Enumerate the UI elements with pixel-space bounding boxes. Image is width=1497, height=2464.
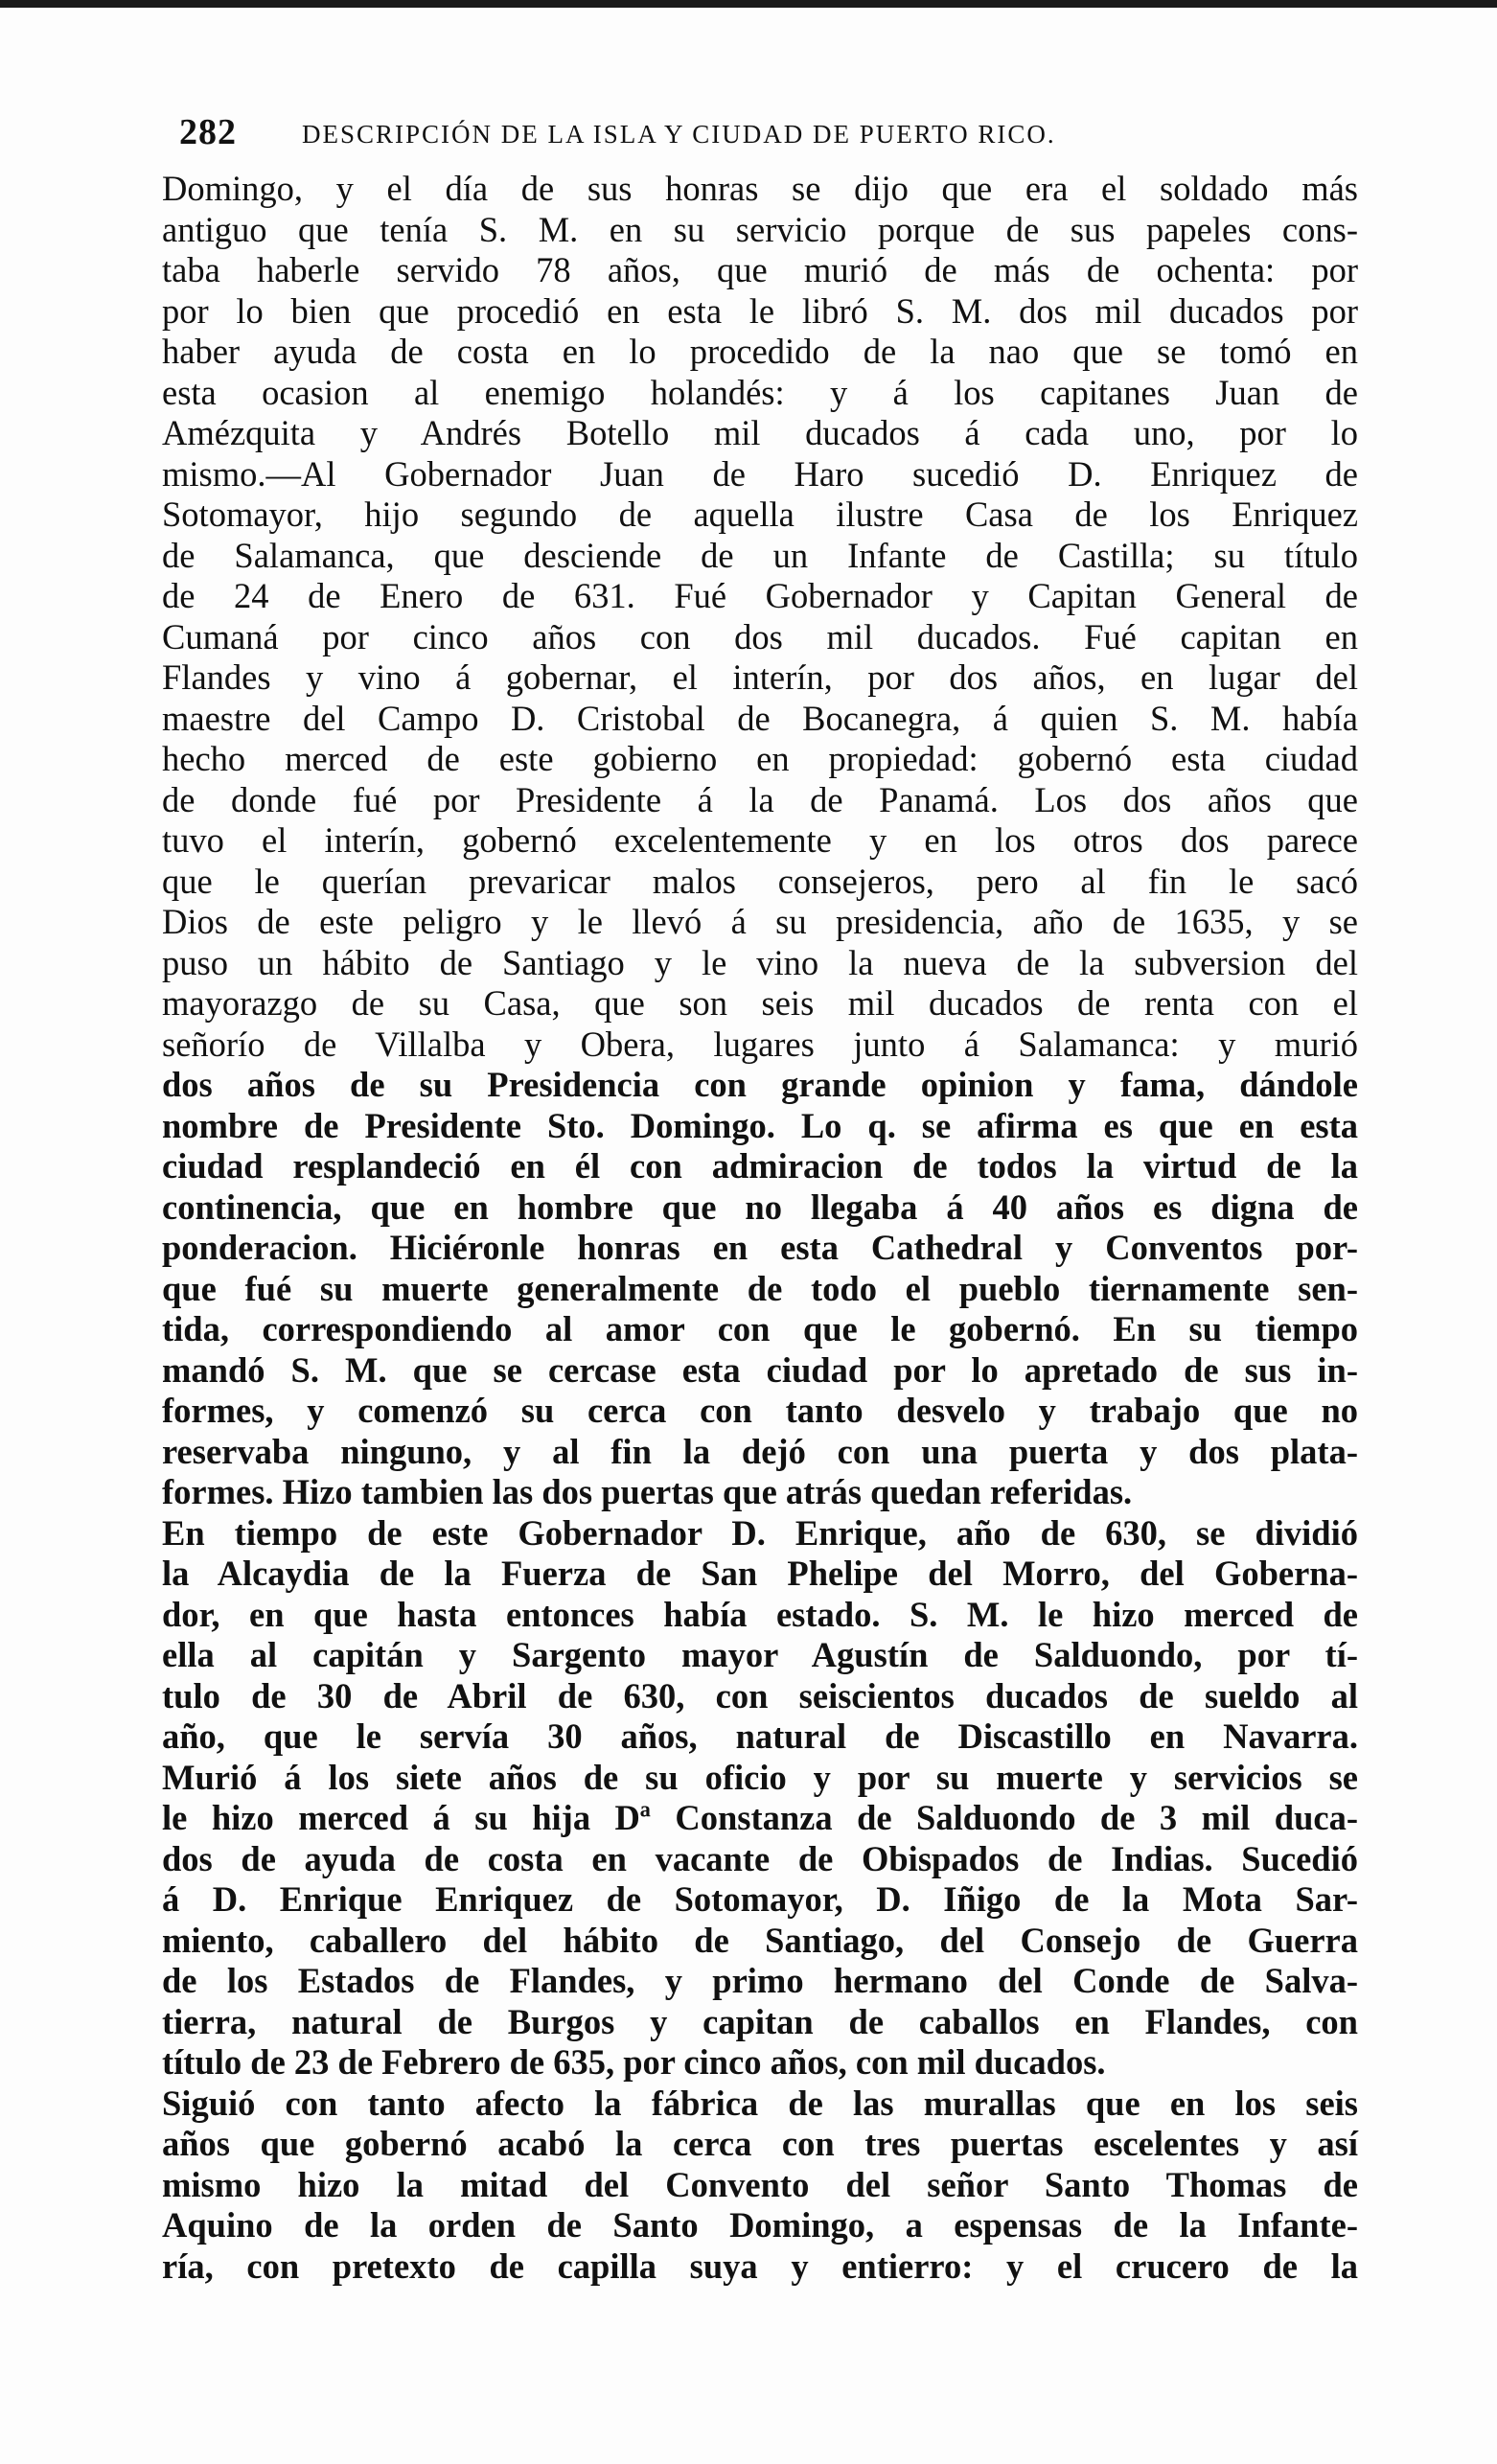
text-line: ciudad resplandeció en él con admiracion de todos la virtud de la (162, 1146, 1358, 1186)
text-line: tuvo el interín, gobernó excelentemente y en los otros dos parece (162, 820, 1358, 860)
text-line: le hizo merced á su hija Dª Constanza de Salduondo de 3 mil duca- (162, 1798, 1358, 1837)
text-line: hecho merced de este gobierno en propiedad: gobernó esta ciudad (162, 739, 1358, 778)
text-line: mandó S. M. que se cercase esta ciudad por lo apretado de sus in- (162, 1349, 1358, 1390)
text-line: miento, caballero del hábito de Santiago, del Consejo de Guerra (162, 1920, 1358, 1960)
top-border-rule (0, 0, 1497, 8)
text-line: de Salamanca, que desciende de un Infante de Castilla; su título (162, 535, 1358, 575)
text-line: esta ocasion al enemigo holandés: y á los capitanes Juan de (162, 372, 1358, 412)
text-line: título de 23 de Febrero de 635, por cinco años, con mil ducados. (162, 2042, 1106, 2082)
page-number: 282 (179, 112, 237, 152)
text-line: la Alcaydia de la Fuerza de San Phelipe del Morro, del Goberna- (162, 1554, 1358, 1593)
text-line: tierra, natural de Burgos y capitan de caballos en Flandes, con (162, 2001, 1358, 2041)
text-line: á D. Enrique Enriquez de Sotomayor, D. Iñigo de la Mota Sar- (162, 1879, 1358, 1919)
text-line: por lo bien que procedió en esta le libró S. M. dos mil ducados por (162, 290, 1358, 331)
text-line: Flandes y vino á gobernar, el interín, por dos años, en lugar del (162, 657, 1358, 697)
text-line: Sotomayor, hijo segundo de aquella ilustre Casa de los Enriquez (162, 495, 1358, 534)
text-line: Murió á los siete años de su oficio y por su muerte y servicios se (162, 1757, 1358, 1797)
text-line: En tiempo de este Gobernador D. Enrique, año de 630, se dividió (162, 1512, 1358, 1553)
text-line: Amézquita y Andrés Botello mil ducados á cada uno, por lo (162, 413, 1358, 452)
running-head (179, 104, 1358, 161)
text-line: Aquino de la orden de Santo Domingo, a espensas de la Infante- (162, 2205, 1358, 2245)
text-line: que le querían prevaricar malos consejeros, pero al fin le sacó (162, 861, 1358, 901)
text-line: ría, con pretexto de capilla suya y entierro: y el crucero de la (162, 2245, 1358, 2286)
text-line: taba haberle servido 78 años, que murió de más de ochenta: por (162, 250, 1358, 289)
text-line: de los Estados de Flandes, y primo hermano del Conde de Salva- (162, 1961, 1358, 2000)
text-line: mismo hizo la mitad del Convento del señor Santo Thomas de (162, 2164, 1358, 2204)
text-line: que fué su muerte generalmente de todo el pueblo tiernamente sen- (162, 1268, 1358, 1308)
text-line: antiguo que tenía S. M. en su servicio porque de sus papeles cons- (162, 209, 1358, 249)
text-line: señorío de Villalba y Obera, lugares junto á Salamanca: y murió (162, 1024, 1358, 1064)
text-line: Siguió con tanto afecto la fábrica de las murallas que en los seis (162, 2083, 1358, 2123)
text-line: formes, y comenzó su cerca con tanto desvelo y trabajo que no (162, 1391, 1358, 1430)
text-line: maestre del Campo D. Cristobal de Bocanegra, á quien S. M. había (162, 698, 1358, 738)
text-line: tulo de 30 de Abril de 630, con seiscientos ducados de sueldo al (162, 1675, 1358, 1716)
running-title: DESCRIPCIÓN DE LA ISLA Y CIUDAD DE PUERTO RICO. (302, 120, 1056, 149)
text-line: años que gobernó acabó la cerca con tres puertas escelentes y así (162, 2124, 1358, 2163)
text-line: Domingo, y el día de sus honras se dijo que era el soldado más (162, 169, 1358, 208)
text-line: dos años de su Presidencia con grande opinion y fama, dándole (162, 1065, 1358, 1104)
text-line: nombre de Presidente Sto. Domingo. Lo q. se afirma es que en esta (162, 1105, 1358, 1145)
text-line: ponderacion. Hiciéronle honras en esta Cathedral y Conventos por- (162, 1228, 1358, 1267)
text-line: tida, correspondiendo al amor con que le gobernó. En su tiempo (162, 1309, 1358, 1348)
text-line: de donde fué por Presidente á la de Panamá. Los dos años que (162, 779, 1358, 819)
text-line: puso un hábito de Santiago y le vino la nueva de la subversion del (162, 942, 1358, 982)
text-line: continencia, que en hombre que no llegaba á 40 años es digna de (162, 1186, 1358, 1227)
text-line: año, que le servía 30 años, natural de Discastillo en Navarra. (162, 1716, 1358, 1756)
text-line: mismo.—Al Gobernador Juan de Haro sucedió D. Enriquez de (162, 453, 1358, 494)
text-line: formes. Hizo tambien las dos puertas que atrás quedan referidas. (162, 1472, 1133, 1511)
text-line: mayorazgo de su Casa, que son seis mil ducados de renta con el (162, 983, 1358, 1023)
text-line: Dios de este peligro y le llevó á su presidencia, año de 1635, y se (162, 902, 1358, 941)
text-line: dos de ayuda de costa en vacante de Obispados de Indias. Sucedió (162, 1838, 1358, 1878)
text-line: ella al capitán y Sargento mayor Agustín de Salduondo, por tí- (162, 1635, 1358, 1674)
text-line: Cumaná por cinco años con dos mil ducados. Fué capitan en (162, 616, 1358, 656)
text-line: de 24 de Enero de 631. Fué Gobernador y Capitan General de (162, 576, 1358, 615)
text-line: reservaba ninguno, y al fin la dejó con una puerta y dos plata- (162, 1431, 1358, 1471)
text-line: haber ayuda de costa en lo procedido de la nao que se tomó en (162, 332, 1358, 371)
text-line: dor, en que hasta entonces había estado. S. M. le hizo merced de (162, 1594, 1358, 1634)
body-text (162, 169, 1358, 2287)
